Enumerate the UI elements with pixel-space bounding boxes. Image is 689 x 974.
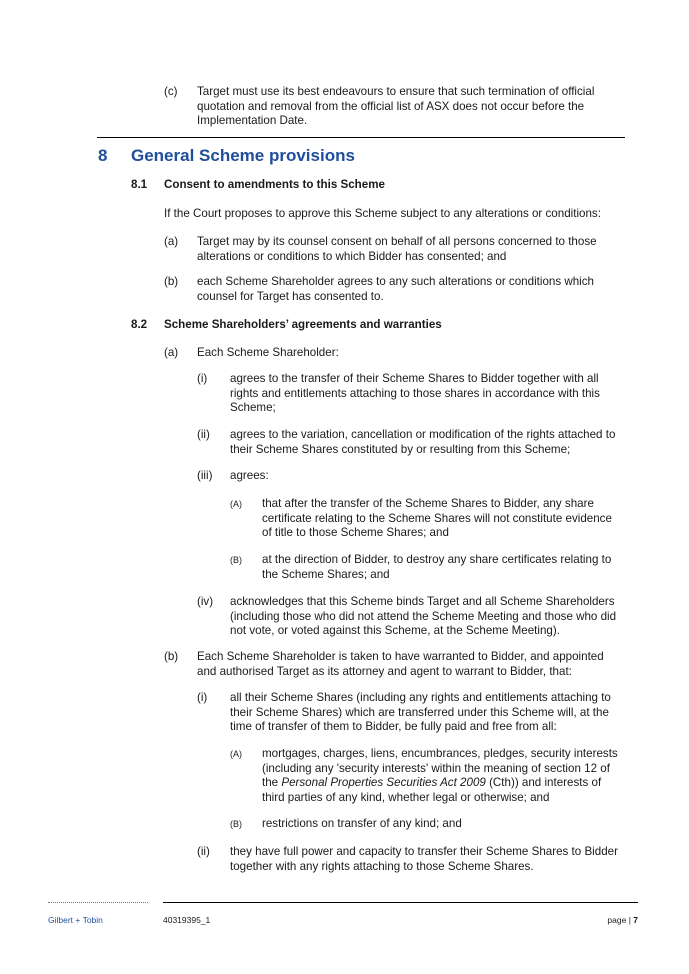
- item-label-8-1-a: (a): [164, 235, 179, 248]
- subitem-label-8-2-a-iv: (iv): [197, 595, 214, 608]
- footer-page-indicator: [560, 915, 638, 926]
- subitem-text-8-2-a-i: agrees to the transfer of their Scheme Shares to Bidder together with all rights and entitlements attaching to those shares in accordance with this Scheme;: [230, 372, 600, 414]
- section-divider: [97, 137, 625, 138]
- item-label-c: (c): [164, 85, 178, 98]
- item-label-8-2-a: (a): [164, 346, 179, 359]
- item-text-8-1-b: each Scheme Shareholder agrees to any such alterations or conditions which counsel for Target has consented to.: [197, 275, 594, 303]
- subitem-text-8-2-b-i: all their Scheme Shares (including any rights and entitlements attaching to their Scheme Shares) which are transferred under this Scheme will, at the time of transfer of them to Bidder, be fully paid and free from all:: [230, 691, 611, 733]
- subitem-label-8-2-b-ii: (ii): [197, 845, 210, 858]
- item-text-8-2-a: Each Scheme Shareholder:: [197, 346, 339, 359]
- clause-intro-8-1: If the Court proposes to approve this Scheme subject to any alterations or conditions:: [164, 207, 601, 220]
- subitem-label-8-2-b-i: (i): [197, 691, 208, 704]
- footer-dotted-rule: [48, 902, 148, 903]
- clause-title-8-2: Scheme Shareholders’ agreements and warranties: [164, 318, 442, 331]
- item-text-8-1-a: Target may by its counsel consent on behalf of all persons concerned to those alterations or conditions to which Bidder has consented; and: [197, 235, 597, 263]
- para-text-pre: mortgages, charges, liens, encumbrances, pledges, security interests (including any 'security interests' within the meaning of section 12 of the: [262, 747, 618, 789]
- para-text-8-2-b-i-A: [262, 747, 620, 805]
- clause-title-8-1: Consent to amendments to this Scheme: [164, 178, 385, 191]
- clause-number-8-1: 8.1: [131, 178, 148, 191]
- para-text-post: (Cth)) and interests of third parties of any kind, whether legal or otherwise; and: [262, 776, 602, 804]
- item-text-8-2-b: Each Scheme Shareholder is taken to have warranted to Bidder, and appointed and authorised Target as its attorney and agent to warrant to Bidder, that:: [197, 650, 604, 678]
- item-text-c: Target must use its best endeavours to ensure that such termination of official quotation and removal from the official list of ASX does not occur before the Implementation Date.: [197, 85, 595, 127]
- footer-firm-name: Gilbert + Tobin: [48, 915, 103, 925]
- subitem-label-8-2-a-i: (i): [197, 372, 208, 385]
- footer-docref: 40319395_1: [163, 915, 211, 925]
- para-label-8-2-a-iii-B: (B): [230, 555, 242, 565]
- clause-number-8-2: 8.2: [131, 318, 148, 331]
- subitem-label-8-2-a-iii: (iii): [197, 469, 213, 482]
- footer-rule: [163, 902, 638, 903]
- section-title: General Scheme provisions: [131, 146, 355, 165]
- act-title: Personal Properties Securities Act 2009: [281, 776, 486, 789]
- subitem-label-8-2-a-ii: (ii): [197, 428, 210, 441]
- item-label-8-2-b: (b): [164, 650, 179, 663]
- para-text-8-2-a-iii-A: that after the transfer of the Scheme Shares to Bidder, any share certificate relating to the Scheme Shares will not constitute evidence of title to those Scheme Shares; and: [262, 497, 612, 539]
- subitem-text-8-2-a-iv: acknowledges that this Scheme binds Target and all Scheme Shareholders (including those who did not attend the Scheme Meeting and those who did not vote, or voted against this Scheme, at the Scheme Meeting).: [230, 595, 617, 637]
- footer-page-label: page |: [607, 915, 634, 925]
- subitem-text-8-2-b-ii: they have full power and capacity to transfer their Scheme Shares to Bidder together with any rights attaching to those Scheme Shares.: [230, 845, 618, 873]
- para-text-8-2-a-iii-B: at the direction of Bidder, to destroy any share certificates relating to the Scheme Shares; and: [262, 553, 612, 581]
- para-label-8-2-a-iii-A: (A): [230, 499, 242, 509]
- para-label-8-2-b-i-A: (A): [230, 749, 242, 759]
- footer-page-number: 7: [633, 915, 638, 925]
- subitem-text-8-2-a-ii: agrees to the variation, cancellation or modification of the rights attached to their Scheme Shares constituted by or resulting from this Scheme;: [230, 428, 616, 456]
- section-number: 8: [98, 146, 108, 165]
- para-label-8-2-b-i-B: (B): [230, 819, 242, 829]
- subitem-text-8-2-a-iii: agrees:: [230, 469, 269, 482]
- para-text-8-2-b-i-B: restrictions on transfer of any kind; and: [262, 817, 462, 830]
- item-label-8-1-b: (b): [164, 275, 179, 288]
